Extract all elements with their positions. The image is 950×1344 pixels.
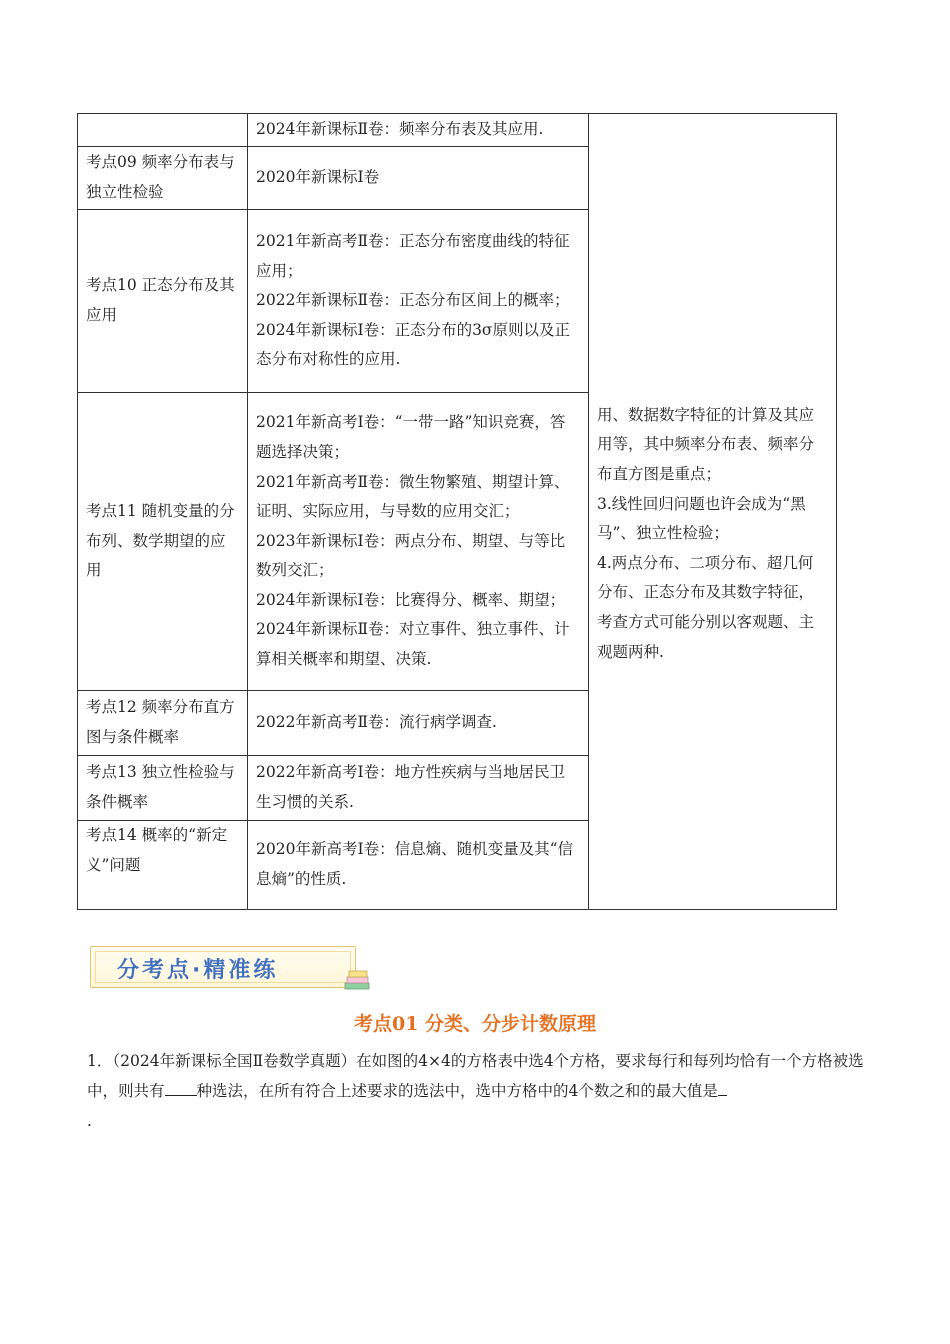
exam-cell xyxy=(248,147,589,210)
exam-entry: 2022年新高考Ⅰ卷：地方性疾病与当地居民卫生习惯的关系. xyxy=(256,763,566,811)
exam-entry: 2024年新课标Ⅰ卷：正态分布的3σ原则以及正态分布对称性的应用. xyxy=(256,320,571,369)
exam-cell xyxy=(248,393,589,691)
exam-entry: 2021年新高考Ⅱ卷：微生物繁殖、期望计算、证明、实际应用，与导数的应用交汇； xyxy=(256,472,570,521)
exam-cell xyxy=(248,756,589,821)
summary-cell xyxy=(589,114,837,910)
topic-cell: 考点14 概率的“新定义”问题 xyxy=(78,821,248,910)
question-1 xyxy=(87,1046,867,1136)
question-source: （2024年新课标全国Ⅱ卷数学真题） xyxy=(112,1052,357,1070)
exam-entry: 2020年新课标Ⅰ卷 xyxy=(256,168,380,187)
topic-cell: 考点12 频率分布直方图与条件概率 xyxy=(78,691,248,756)
question-number: 1． xyxy=(87,1052,113,1070)
question-text-part2: 种选法，在所有符合上述要求的选法中，选中方格中的4个数之和的最大值是 xyxy=(196,1082,718,1100)
exam-entry: 2021年新高考Ⅰ卷：“一带一路”知识竞赛，答题选择决策； xyxy=(256,413,566,461)
summary-point: 3.线性回归问题也许会成为“黑马”、独立性检验； xyxy=(597,494,806,543)
topic-cell: 考点11 随机变量的分布列、数学期望的应用 xyxy=(78,393,248,691)
exam-entry: 2024年新课标Ⅰ卷：比赛得分、概率、期望； xyxy=(256,590,566,609)
topic-cell xyxy=(78,114,248,147)
answer-blank-1[interactable] xyxy=(165,1079,197,1096)
section-banner xyxy=(90,946,356,988)
exam-topic-table xyxy=(77,113,837,910)
topic-cell: 考点13 独立性检验与条件概率 xyxy=(78,756,248,821)
exam-cell xyxy=(248,691,589,756)
topic-cell: 考点09 频率分布表与独立性检验 xyxy=(78,147,248,210)
summary-point: 用、数据数字特征的计算及其应用等，其中频率分布表、频率分布直方图是重点； xyxy=(597,405,815,484)
exam-entry: 2024年新课标Ⅱ卷：频率分布表及其应用. xyxy=(256,120,544,139)
exam-cell xyxy=(248,210,589,393)
exam-cell xyxy=(248,114,589,147)
answer-blank-2[interactable] xyxy=(718,1079,727,1096)
topic-cell: 考点10 正态分布及其应用 xyxy=(78,210,248,393)
summary-point: 4.两点分布、二项分布、超几何分布、正态分布及其数字特征，考查方式可能分别以客观题、主观题两种. xyxy=(597,553,815,661)
exam-entry: 2021年新高考Ⅱ卷：正态分布密度曲线的特征应用； xyxy=(256,232,570,280)
exam-entry: 2022年新高考Ⅱ卷：流行病学调查. xyxy=(256,713,497,732)
exam-entry: 2024年新课标Ⅱ卷：对立事件、独立事件、计算相关概率和期望、决策. xyxy=(256,620,570,669)
section-heading: 考点01 分类、分步计数原理 xyxy=(353,1013,597,1035)
books-icon xyxy=(342,966,372,992)
exam-cell xyxy=(248,821,589,910)
question-end: . xyxy=(87,1112,92,1130)
exam-entry: 2023年新课标Ⅰ卷：两点分布、期望、与等比数列交汇； xyxy=(256,531,566,580)
banner-label: 分考点·精准练 xyxy=(117,958,279,983)
question-text-part1: 在如图的4×4的方格表中选4个方格，要求每行和每列均恰有一个方格被选中，则共有 xyxy=(87,1052,864,1100)
table-row xyxy=(78,114,837,147)
exam-entry: 2020年新高考Ⅰ卷：信息熵、随机变量及其“信息熵”的性质. xyxy=(256,840,573,888)
exam-entry: 2022年新课标Ⅱ卷：正态分布区间上的概率； xyxy=(256,291,570,310)
